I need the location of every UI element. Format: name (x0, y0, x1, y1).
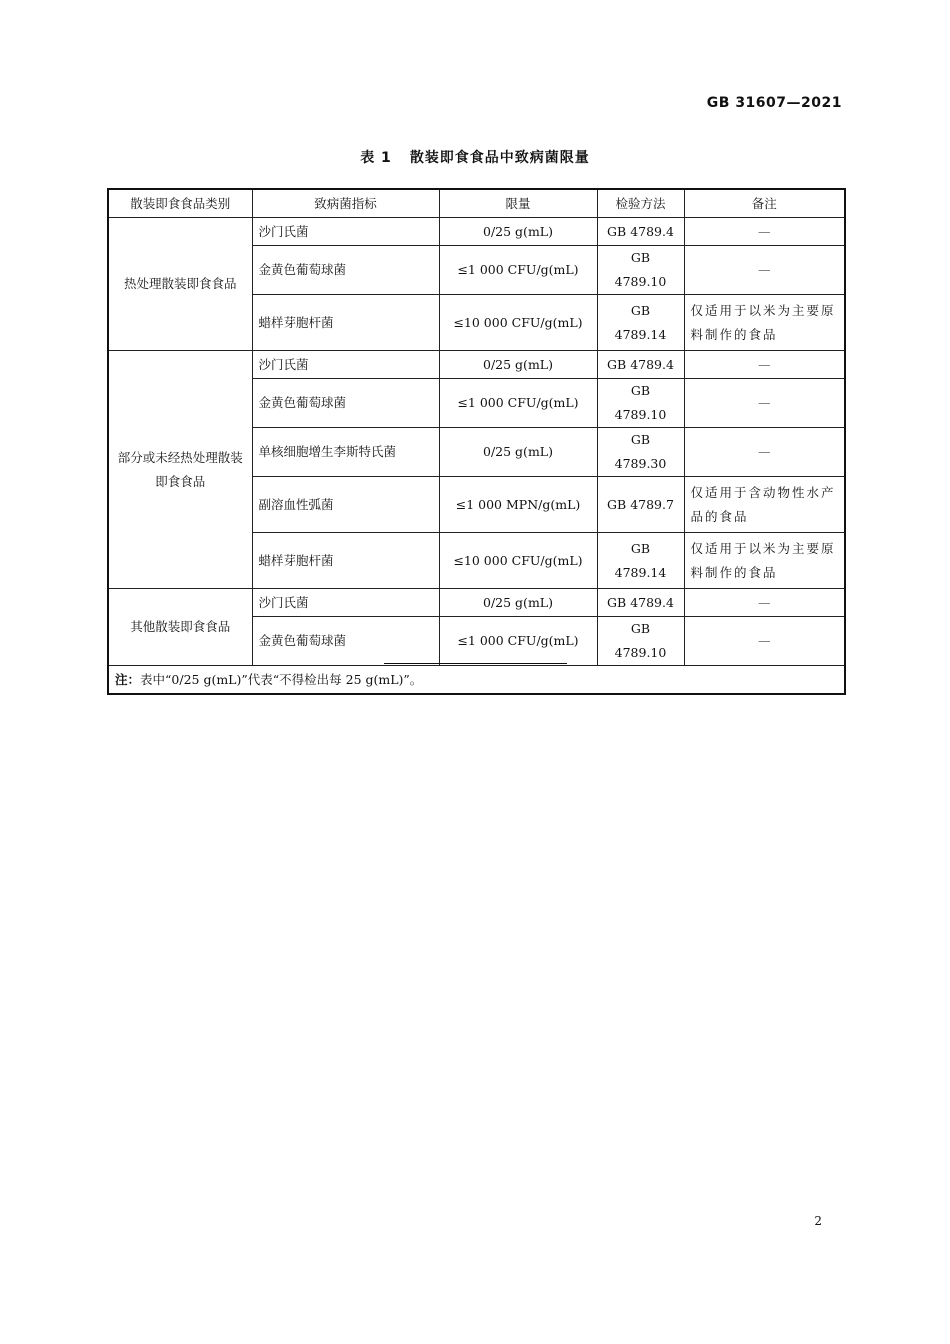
limit-cell: ≤10 000 CFU/g(mL) (439, 295, 597, 351)
column-header-pathogen: 致病菌指标 (252, 189, 439, 218)
method-cell: GB 4789.14 (597, 295, 684, 351)
table-note-row (108, 666, 845, 695)
pathogen-cell: 金黄色葡萄球菌 (252, 617, 439, 666)
standard-number: GB 31607—2021 (706, 95, 842, 111)
end-of-document-rule (384, 663, 567, 664)
remark-cell: 仅适用于以米为主要原料制作的食品 (684, 533, 845, 589)
note-text: 表中“0/25 g(mL)”代表“不得检出每 25 g(mL)”。 (140, 671, 423, 687)
limit-cell: ≤1 000 MPN/g(mL) (439, 477, 597, 533)
method-cell: GB 4789.10 (597, 617, 684, 666)
method-cell: GB 4789.4 (597, 218, 684, 246)
table-row (108, 351, 845, 379)
remark-cell: — (684, 589, 845, 617)
table-row (108, 218, 845, 246)
limit-cell: 0/25 g(mL) (439, 428, 597, 477)
limit-cell: ≤1 000 CFU/g(mL) (439, 246, 597, 295)
method-cell: GB 4789.4 (597, 589, 684, 617)
category-cell: 部分或未经热处理散装即食食品 (108, 351, 252, 589)
method-cell: GB 4789.10 (597, 379, 684, 428)
remark-cell: — (684, 428, 845, 477)
column-header-limit: 限量 (439, 189, 597, 218)
table-row (108, 589, 845, 617)
table-title-text: 散装即食食品中致病菌限量 (409, 150, 590, 166)
method-cell: GB 4789.7 (597, 477, 684, 533)
note-label: 注： (115, 671, 141, 687)
remark-cell: 仅适用于含动物性水产品的食品 (684, 477, 845, 533)
remark-cell: — (684, 218, 845, 246)
pathogen-cell: 沙门氏菌 (252, 351, 439, 379)
pathogen-cell: 金黄色葡萄球菌 (252, 246, 439, 295)
remark-cell: — (684, 379, 845, 428)
pathogen-cell: 副溶血性弧菌 (252, 477, 439, 533)
table-note (108, 666, 845, 695)
pathogen-cell: 蜡样芽胞杆菌 (252, 295, 439, 351)
method-cell: GB 4789.30 (597, 428, 684, 477)
remark-cell: — (684, 246, 845, 295)
method-cell: GB 4789.4 (597, 351, 684, 379)
limit-cell: ≤1 000 CFU/g(mL) (439, 617, 597, 666)
limit-cell: 0/25 g(mL) (439, 351, 597, 379)
pathogen-cell: 单核细胞增生李斯特氏菌 (252, 428, 439, 477)
limit-cell: ≤1 000 CFU/g(mL) (439, 379, 597, 428)
category-cell: 热处理散装即食食品 (108, 218, 252, 351)
remark-cell: — (684, 617, 845, 666)
column-header-remark: 备注 (684, 189, 845, 218)
pathogen-limits-table (107, 188, 846, 695)
limit-cell: ≤10 000 CFU/g(mL) (439, 533, 597, 589)
method-cell: GB 4789.10 (597, 246, 684, 295)
pathogen-cell: 蜡样芽胞杆菌 (252, 533, 439, 589)
limit-cell: 0/25 g(mL) (439, 589, 597, 617)
pathogen-cell: 金黄色葡萄球菌 (252, 379, 439, 428)
remark-cell: 仅适用于以米为主要原料制作的食品 (684, 295, 845, 351)
remark-cell: — (684, 351, 845, 379)
column-header-category: 散装即食食品类别 (108, 189, 252, 218)
method-cell: GB 4789.14 (597, 533, 684, 589)
table-title (0, 147, 950, 167)
pathogen-cell: 沙门氏菌 (252, 218, 439, 246)
page-number: 2 (814, 1214, 822, 1228)
table-number: 表 1 (360, 150, 392, 166)
category-cell: 其他散装即食食品 (108, 589, 252, 666)
limit-cell: 0/25 g(mL) (439, 218, 597, 246)
pathogen-cell: 沙门氏菌 (252, 589, 439, 617)
table-header-row (108, 189, 845, 218)
column-header-method: 检验方法 (597, 189, 684, 218)
